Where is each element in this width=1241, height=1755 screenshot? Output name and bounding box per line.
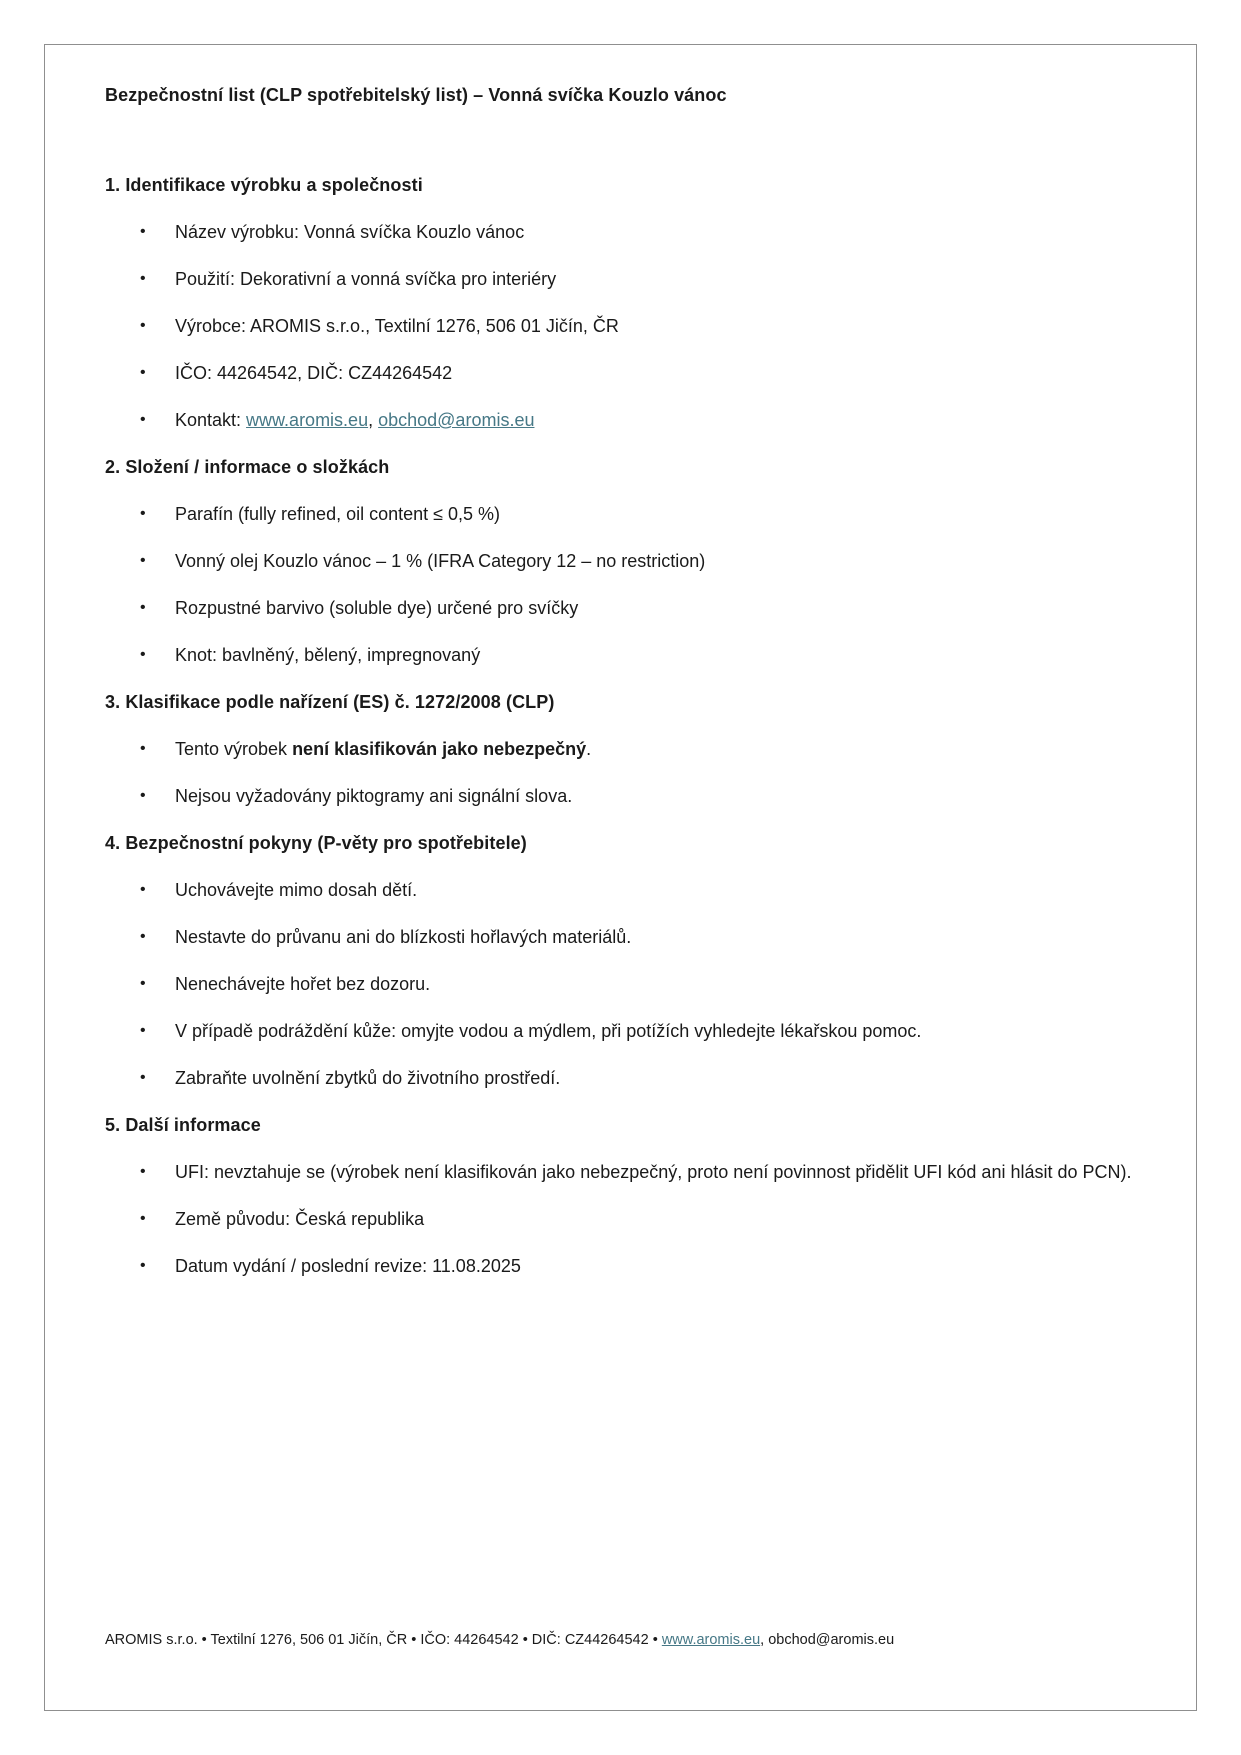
list-item-text — [175, 636, 1136, 674]
list-item — [105, 777, 1136, 815]
list-item-text — [175, 777, 1136, 815]
text-run: AROMIS s.r.o. • Textilní 1276, 506 01 Jičín, ČR • IČO: 44264542 • DIČ: CZ44264542 • — [105, 1632, 662, 1648]
text-run: Knot: bavlněný, bělený, impregnovaný — [175, 645, 481, 665]
list-item — [105, 260, 1136, 298]
text-run: Vonný olej Kouzlo vánoc – 1 % (IFRA Category 12 – no restriction) — [175, 551, 706, 571]
text-run: Datum vydání / poslední revize: 11.08.2025 — [175, 1256, 521, 1276]
list-item-text — [175, 307, 1136, 345]
text-run: Nenechávejte hořet bez dozoru. — [175, 974, 431, 994]
text-run: Zabraňte uvolnění zbytků do životního prostředí. — [175, 1068, 561, 1088]
text-run: Tento výrobek — [175, 739, 293, 759]
bold-text-run: není klasifikován jako nebezpečný — [292, 739, 587, 759]
text-run: , — [368, 410, 379, 430]
list-item-text — [175, 1012, 1136, 1050]
text-run: Nejsou vyžadovány piktogramy ani signální slova. — [175, 786, 573, 806]
list-item — [105, 495, 1136, 533]
list-item-text — [175, 1247, 1136, 1285]
section-heading: 3. Klasifikace podle nařízení (ES) č. 1272/2008 (CLP) — [105, 692, 555, 712]
bullet-icon: • — [140, 787, 146, 804]
bullet-icon: • — [140, 599, 146, 616]
list-item — [105, 1247, 1136, 1285]
text-run: Výrobce: AROMIS s.r.o., Textilní 1276, 506 01 Jičín, ČR — [175, 316, 619, 336]
bullet-icon: • — [140, 928, 146, 945]
bullet-icon: • — [140, 270, 146, 287]
bullet-icon: • — [140, 364, 146, 381]
list-item — [105, 1059, 1136, 1097]
list-item-text — [175, 1153, 1136, 1191]
text-run: Parafín (fully refined, oil content ≤ 0,5 %) — [175, 504, 501, 524]
bullet-icon: • — [140, 1210, 146, 1227]
list-item-text — [175, 589, 1136, 627]
text-run: Rozpustné barvivo (soluble dye) určené pro svíčky — [175, 598, 579, 618]
list-item-text — [175, 354, 1136, 392]
section-heading: 5. Další informace — [105, 1115, 261, 1135]
list-item-text — [175, 542, 1136, 580]
list-item — [105, 1153, 1136, 1191]
text-run: Uchovávejte mimo dosah dětí. — [175, 880, 418, 900]
bullet-icon: • — [140, 1022, 146, 1039]
document-title: Bezpečnostní list (CLP spotřebitelský list) – Vonná svíčka Kouzlo vánoc — [105, 85, 727, 105]
list-item — [105, 307, 1136, 345]
bullet-icon: • — [140, 646, 146, 663]
list-item — [105, 1200, 1136, 1238]
bullet-icon: • — [140, 881, 146, 898]
text-run: IČO: 44264542, DIČ: CZ44264542 — [175, 363, 453, 383]
text-run: Země původu: Česká republika — [175, 1209, 425, 1229]
sections-container — [105, 166, 1136, 1285]
text-run: , obchod@aromis.eu — [760, 1632, 895, 1648]
list-item — [105, 354, 1136, 392]
list-item — [105, 213, 1136, 251]
bullet-icon: • — [140, 317, 146, 334]
bullet-icon: • — [140, 223, 146, 240]
list-item-text — [175, 1200, 1136, 1238]
list-item-text — [175, 495, 1136, 533]
list-item — [105, 589, 1136, 627]
list-item — [105, 871, 1136, 909]
list-item-text — [175, 213, 1136, 251]
list-item-text — [175, 965, 1136, 1003]
document-content — [105, 76, 1136, 1294]
list-item-text — [175, 401, 1136, 439]
bullet-icon: • — [140, 740, 146, 757]
list-item — [105, 918, 1136, 956]
list-item — [105, 542, 1136, 580]
list-item — [105, 401, 1136, 439]
page-footer — [105, 1629, 1136, 1651]
section-heading: 2. Složení / informace o složkách — [105, 457, 390, 477]
bullet-icon: • — [140, 552, 146, 569]
hyperlink[interactable]: www.aromis.eu — [661, 1632, 761, 1648]
bullet-icon: • — [140, 975, 146, 992]
list-item-text — [175, 260, 1136, 298]
bullet-icon: • — [140, 1163, 146, 1180]
text-run: Použití: Dekorativní a vonná svíčka pro interiéry — [175, 269, 557, 289]
list-item — [105, 636, 1136, 674]
bullet-icon: • — [140, 411, 146, 428]
footer-text — [105, 1632, 894, 1648]
text-run: Kontakt: — [175, 410, 247, 430]
list-item-text — [175, 1059, 1136, 1097]
bullet-icon: • — [140, 1069, 146, 1086]
list-item — [105, 1012, 1136, 1050]
list-item-text — [175, 918, 1136, 956]
list-item-text — [175, 871, 1136, 909]
hyperlink[interactable]: obchod@aromis.eu — [378, 410, 535, 430]
bullet-icon: • — [140, 1257, 146, 1274]
text-run: . — [586, 739, 592, 759]
text-run: Nestavte do průvanu ani do blízkosti hořlavých materiálů. — [175, 927, 632, 947]
section-heading: 4. Bezpečnostní pokyny (P-věty pro spotřebitele) — [105, 833, 527, 853]
bullet-icon: • — [140, 505, 146, 522]
text-run: V případě podráždění kůže: omyjte vodou a mýdlem, při potížích vyhledejte lékařskou pomoc. — [175, 1021, 922, 1041]
section-heading: 1. Identifikace výrobku a společnosti — [105, 175, 423, 195]
hyperlink[interactable]: www.aromis.eu — [246, 410, 369, 430]
text-run: UFI: nevztahuje se (výrobek není klasifikován jako nebezpečný, proto není povinnost přidělit UFI kód ani hlásit do PCN). — [175, 1162, 1132, 1182]
text-run: Název výrobku: Vonná svíčka Kouzlo vánoc — [175, 222, 525, 242]
list-item — [105, 730, 1136, 768]
list-item-text — [175, 730, 1136, 768]
list-item — [105, 965, 1136, 1003]
